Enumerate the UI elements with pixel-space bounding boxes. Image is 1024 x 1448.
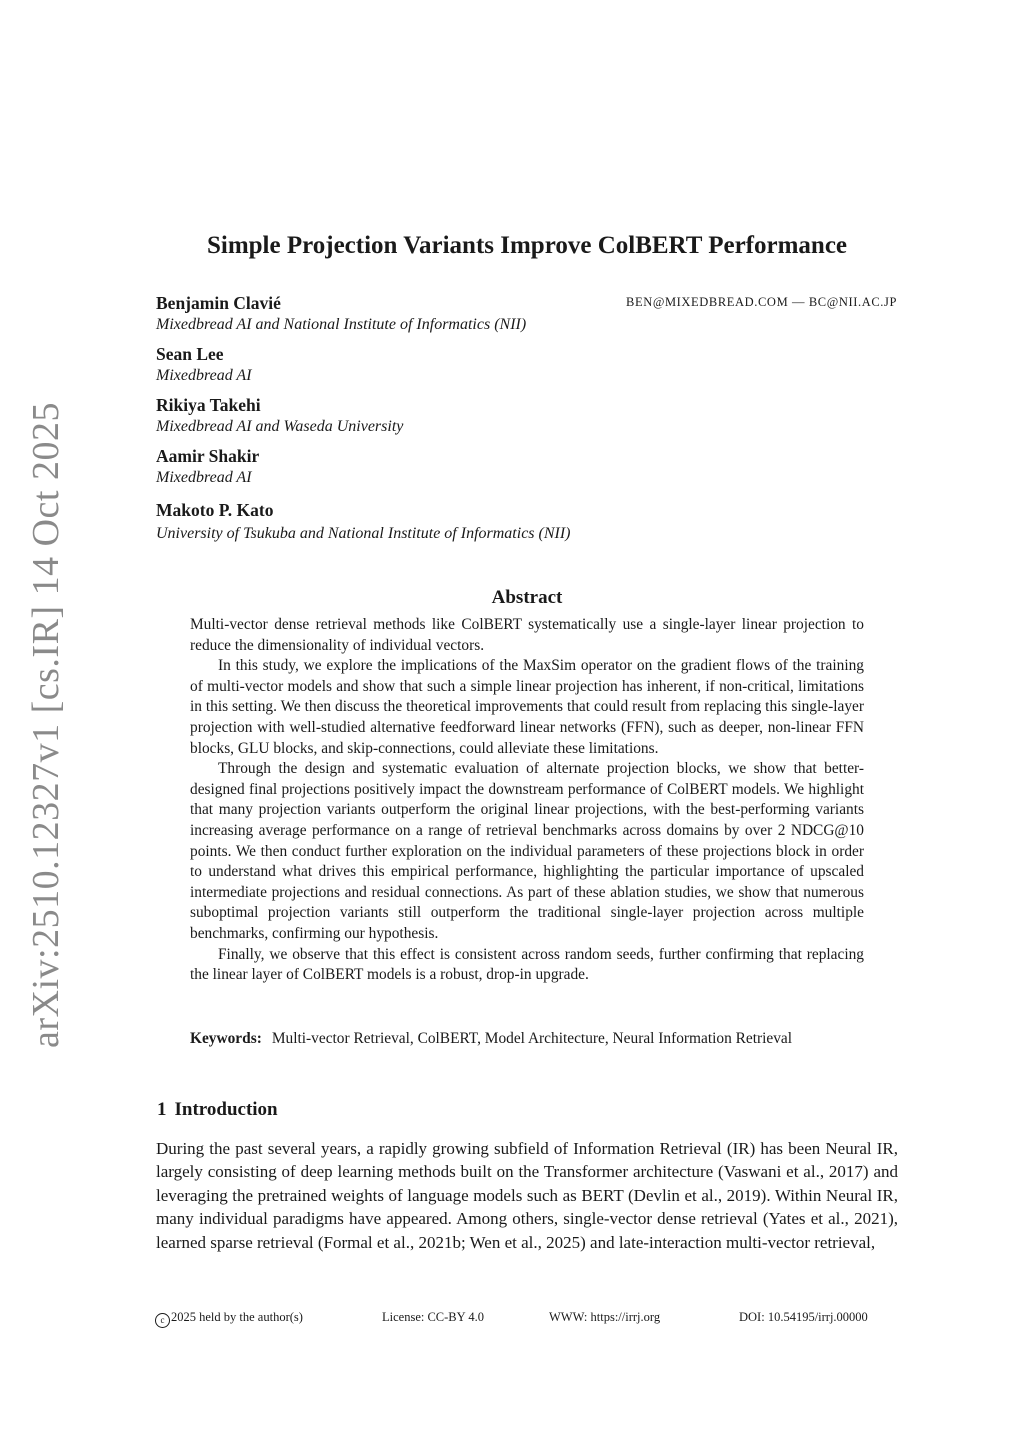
footer-copyright [155,1310,303,1328]
abstract-body [190,615,864,986]
keywords-list: Multi-vector Retrieval, ColBERT, Model Architecture, Neural Information Retrieval [271,1030,793,1047]
abstract-paragraph: Through the design and systematic evaluation of alternate projection blocks, we show that better-designed final projections positively impact the downstream performance of ColBERT models. We highlight that many projection variants outperform the original linear projections, with the best-performing variants increasing average performance on a range of retrieval benchmarks across domains by over 2 NDCG@10 points. We then conduct further exploration on the individual parameters of these projections block in order to understand what drives this empirical performance, highlighting the particular importance of upscaled intermediate projections and residual connections. As part of these ablation studies, we show that numerous suboptimal projection variants still outperform the traditional single-layer projection across multiple benchmarks, confirming our hypothesis. [190,760,864,942]
author-name: Rikiya Takehi [156,395,261,415]
keywords [190,1029,864,1050]
abstract-heading: Abstract [491,587,563,608]
section-title: Introduction [174,1099,278,1120]
author-affiliation: Mixedbread AI and Waseda University [156,418,404,435]
author-affiliation: Mixedbread AI [156,469,252,486]
abstract-paragraph: Finally, we observe that this effect is consistent across random seeds, further confirming that replacing the linear layer of ColBERT models is a robust, drop-in upgrade. [190,945,864,984]
author-affiliation: University of Tsukuba and National Institute of Informatics (NII) [156,525,571,542]
section-number: 1 [157,1099,167,1120]
keywords-label: Keywords: [190,1030,262,1047]
abstract-paragraph: Multi-vector dense retrieval methods like ColBERT systematically use a single-layer linear projection to reduce the dimensionality of individual vectors. [190,616,864,654]
author-emails[interactable]: BEN@MIXEDBREAD.COM — BC@NII.AC.JP [626,295,897,309]
footer-doi[interactable]: DOI: 10.54195/irrj.00000 [739,1310,868,1324]
copyright-text: 2025 held by the author(s) [171,1310,303,1324]
footer-website[interactable]: WWW: https://irrj.org [549,1310,661,1324]
author-name: Makoto P. Kato [156,500,274,520]
section-heading-introduction [157,1099,278,1121]
author-name: Benjamin Clavié [156,293,281,313]
author-affiliation: Mixedbread AI [156,367,252,384]
paper-title: Simple Projection Variants Improve ColBERT Performance [206,232,848,259]
abstract-paragraph: In this study, we explore the implications of the MaxSim operator on the gradient flows of the training of multi-vector models and show that such a simple linear projection has inherent, if non-critical, limitations in this setting. We then discuss the theoretical improvements that could result from replacing this single-layer projection with well-studied alternative feedforward linear networks (FFN), such as deeper, non-linear FFN blocks, GLU blocks, and skip-connections, could alleviate these limitations. [190,657,864,757]
introduction-body [156,1137,898,1254]
author-name: Sean Lee [156,344,224,364]
author-affiliation: Mixedbread AI and National Institute of Informatics (NII) [156,316,527,333]
arxiv-identifier: arXiv:2510.12327v1 [cs.IR] 14 Oct 2025 [25,402,67,1048]
footer-license: License: CC-BY 4.0 [382,1310,484,1324]
introduction-paragraph: During the past several years, a rapidly growing subfield of Information Retrieval (IR) has been Neural IR, largely consisting of deep learning methods built on the Transformer architecture (Vaswani et al., 2017) and leveraging the pretrained weights of language models such as BERT (Devlin et al., 2019). Within Neural IR, many individual paradigms have appeared. Among others, single-vector dense retrieval (Yates et al., 2021), learned sparse retrieval (Formal et al., 2021b; Wen et al., 2025) and late-interaction multi-vector retrieval, [156,1139,898,1252]
copyright-icon: c [155,1313,170,1328]
author-name: Aamir Shakir [156,446,260,466]
